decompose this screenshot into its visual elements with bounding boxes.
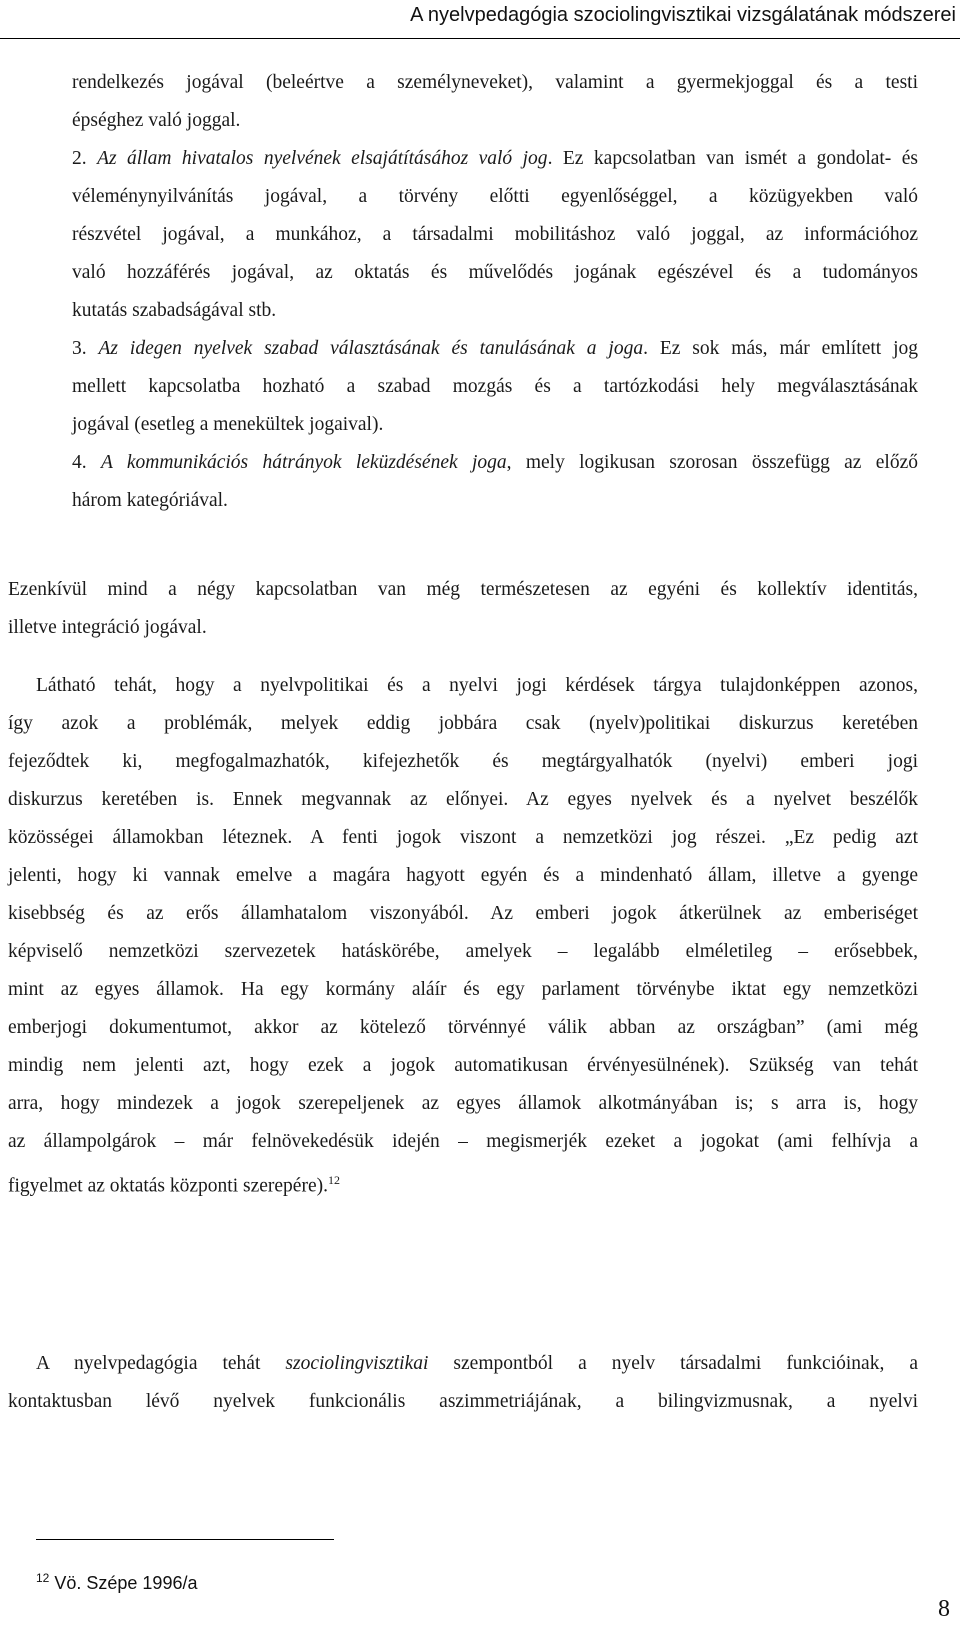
italic-term: szociolingvisztikai (285, 1353, 429, 1374)
paragraph-line: Ezenkívül mind a négy kapcsolatban van még természetesen az egyéni és kollektív identitás, (8, 579, 918, 600)
paragraph-line: kisebbség és az erős államhatalom viszonyából. Az emberi jogok átkerülnek az emberiséget (8, 903, 918, 924)
list-item-number: 3. (72, 338, 87, 359)
paragraph-line: mindig nem jelenti azt, hogy ezek a jogok automatikusan érvényesülnének). Szükség van tehát (8, 1055, 918, 1076)
paragraph-line: jelenti, hogy ki vannak emelve a magára hagyott egyén és a mindenható állam, illetve a gyenge (8, 865, 918, 886)
list-item-line: véleménynyilvánítás jogával, a törvény előtti egyenlőséggel, a közügyekben való (72, 186, 918, 207)
list-item-number: 4. (72, 452, 87, 473)
list-item-title: A kommunikációs hátrányok leküzdésének joga (100, 452, 507, 473)
footnote-reference: 12 (327, 1173, 340, 1187)
list-item-line: három kategóriával. (72, 490, 228, 511)
list-item-title: Az állam hivatalos nyelvének elsajátításához való jog (97, 148, 548, 169)
paragraph-line: képviselő nemzetközi szervezetek hatáskörébe, amelyek – legalább elméletileg – erősebbek, (8, 941, 918, 962)
running-title: A nyelvpedagógia szociolingvisztikai vizsgálatának módszerei (410, 4, 956, 26)
paragraph-line (8, 1345, 918, 1383)
list-item-text: , mely logikusan szorosan összefügg az előző (506, 452, 919, 473)
paragraph-line: emberjogi dokumentumot, akkor az kötelező törvénnyé válik abban az országban” (ami még (8, 1017, 918, 1038)
footnote (36, 1571, 197, 1594)
paragraph-line: mint az egyes államok. Ha egy kormány aláír és egy parlament törvénybe iktat egy nemzetközi (8, 979, 918, 1000)
paragraph-line: közösségei államokban léteznek. A fenti jogok viszont a nemzetközi jog részei. „Ez pedig azt (8, 827, 918, 848)
footnote-number: 12 (36, 1571, 50, 1585)
list-cont-line: rendelkezés jogával (beleértve a személyneveket), valamint a gyermekjoggal és a testi (72, 72, 918, 93)
paragraph-identity (8, 571, 918, 647)
list-item-title: Az idegen nyelvek szabad választásának és tanulásának a joga (98, 338, 644, 359)
list-item-text: . Ez kapcsolatban van ismét a gondolat- és (547, 148, 918, 169)
list-item-4 (72, 444, 918, 482)
list-item-line: jogával (esetleg a menekültek jogaival). (72, 414, 384, 435)
paragraph-line: arra, hogy mindezek a jogok szerepeljenek az egyes államok alkotmányában is; s arra is, hogy (8, 1093, 918, 1114)
list-item-line: mellett kapcsolatba hozható a szabad mozgás és a tartózkodási hely megválasztásának (72, 376, 918, 397)
paragraph-line (8, 1161, 918, 1206)
list-cont-line: épséghez való joggal. (72, 110, 241, 131)
paragraph-sociolinguistic (8, 1345, 918, 1421)
list-item-line: részvétel jogával, a munkához, a társadalmi mobilitáshoz való joggal, az információhoz (72, 224, 918, 245)
paragraph-line: kontaktusban lévő nyelvek funkcionális aszimmetriájának, a bilingvizmusnak, a nyelvi (8, 1391, 918, 1412)
running-header (0, 0, 960, 39)
paragraph-line: az állampolgárok – már felnövekedésük idején – megismerjék ezeket a jogokat (ami felhívja a (8, 1131, 918, 1152)
paragraph-line-text: figyelmet az oktatás központi szerepére). (8, 1175, 328, 1197)
paragraph-line: diskurzus keretében is. Ennek megvannak az előnyei. Az egyes nyelvek és a nyelvet beszélők (8, 789, 918, 810)
paragraph-line: így azok a problémák, melyek eddig jobbára csak (nyelv)politikai diskurzus keretében (8, 713, 918, 734)
footnote-separator (36, 1539, 334, 1540)
paragraph-line: fejeződtek ki, megfogalmazhatók, kifejezhetők és megtárgyalhatók (nyelvi) emberi jogi (8, 751, 918, 772)
list-item-text: . Ez sok más, már említett jog (643, 338, 919, 359)
paragraph-language-rights (8, 667, 918, 1206)
list-item-line: kutatás szabadságával stb. (72, 300, 277, 321)
list-item-3 (72, 330, 918, 368)
rights-list (72, 64, 918, 520)
list-item-2 (72, 140, 918, 178)
paragraph-line-text: szempontból a nyelv társadalmi funkcióinak, a (428, 1353, 918, 1374)
page-number: 8 (938, 1596, 950, 1622)
paragraph-line: Látható tehát, hogy a nyelvpolitikai és a nyelvi jogi kérdések tárgya tulajdonképpen azonos, (36, 675, 918, 696)
paragraph-line-text: A nyelvpedagógia tehát (36, 1353, 286, 1374)
footnote-text: Vö. Szépe 1996/a (49, 1573, 198, 1593)
list-item-number: 2. (72, 148, 87, 169)
list-item-line: való hozzáférés jogával, az oktatás és művelődés jogának egészével és a tudományos (72, 262, 918, 283)
paragraph-line: illetve integráció jogával. (8, 617, 207, 638)
